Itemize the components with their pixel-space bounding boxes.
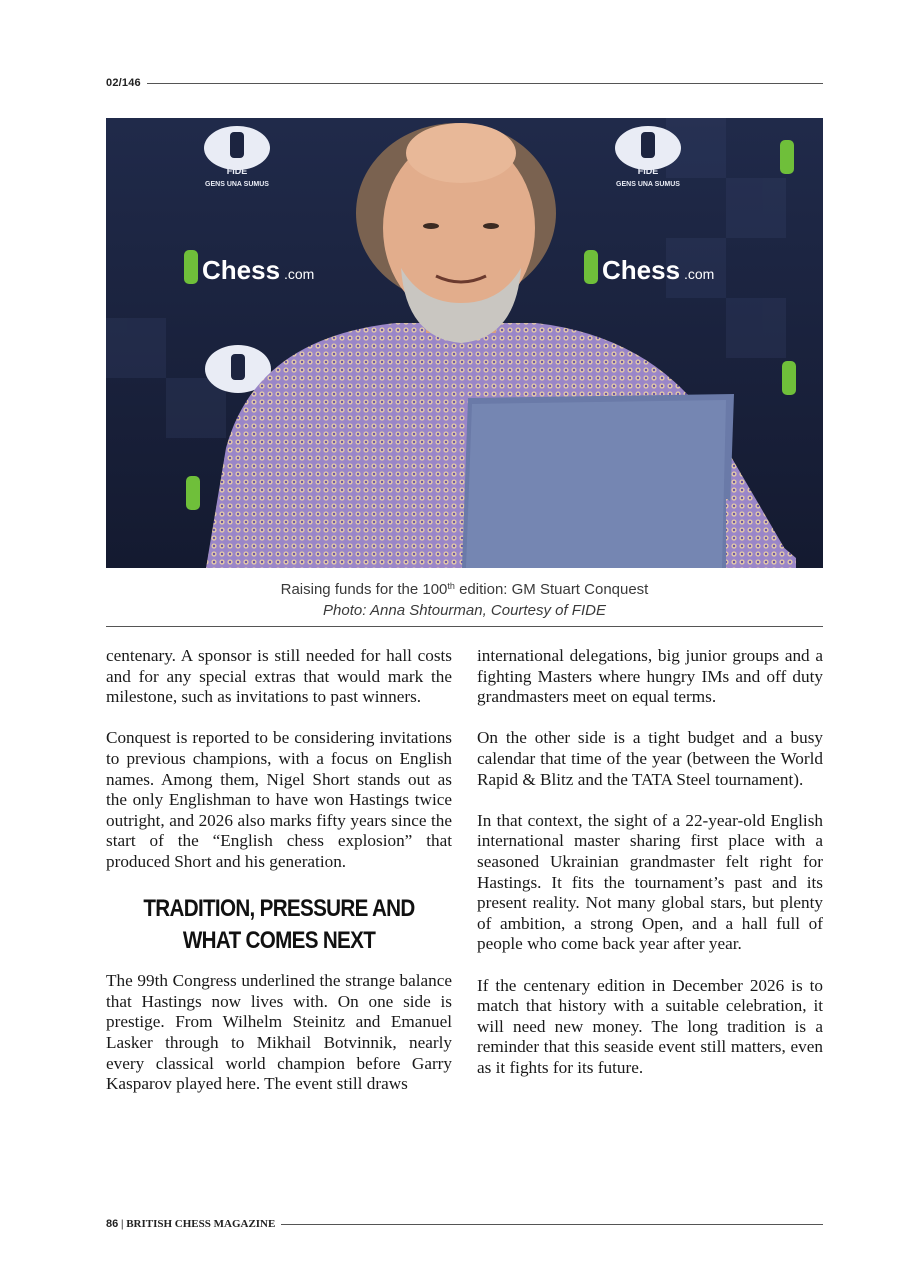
svg-text:Chess: Chess — [202, 255, 281, 285]
page-number: 86 — [106, 1218, 119, 1230]
caption-line: Raising funds for the 100th edition: GM Stuart Conquest — [280, 581, 649, 598]
svg-text:.com: .com — [284, 266, 315, 282]
svg-text:GENS UNA SUMUS: GENS UNA SUMUS — [616, 181, 680, 188]
svg-text:FIDE: FIDE — [226, 166, 248, 176]
footer-rule — [281, 1224, 823, 1225]
paragraph: In that context, the sight of a 22-year-old English international master sharing first place with a seasoned Ukrainian grandmaster felt right for Hastings. It fits the tournament’s past and its present reality. Not many global stars, but plenty of ambition, a strong Open, and a hall full of people who come back year after year. — [477, 810, 823, 954]
left-column — [106, 646, 452, 1115]
paragraph: On the other side is a tight budget and a busy calendar that time of the year (between the World Rapid & Blitz and the TATA Steel tournament). — [477, 728, 823, 789]
svg-text:GENS UNA SUMUS: GENS UNA SUMUS — [205, 181, 269, 188]
photo-caption — [106, 576, 823, 621]
caption-rule — [106, 626, 823, 627]
page-header — [106, 74, 823, 92]
paragraph: The 99th Congress underlined the strange balance that Hastings now lives with. On one side is prestige. From Wilhelm Steinitz and Emanuel Lasker through to Mikhail Botvinnik, nearly every classical world champion before Garry Kasparov played here. The event still draws — [106, 971, 452, 1094]
page-counter: 02/146 — [106, 77, 141, 89]
section-heading: TRADITION, PRESSURE AND WHAT COMES NEXT — [143, 895, 415, 955]
svg-text:Chess: Chess — [602, 255, 681, 285]
photo-credit: Photo: Anna Shtourman, Courtesy of FIDE — [323, 602, 606, 619]
paragraph: Conquest is reported to be considering invitations to previous champions, with a focus on English names. Among them, Nigel Short stands out as the only Englishman to have won Hastings twice outright, and 2026 also marks fifty years since the start of the “English chess explosion” that produced Short and his generation. — [106, 728, 452, 871]
header-rule — [147, 83, 823, 84]
paragraph: If the centenary edition in December 2026 is to match that history with a suitable celebration, it will need new money. The long tradition is a reminder that this seaside event still matters, even as it fights for its future. — [477, 975, 823, 1077]
page-footer — [106, 1216, 823, 1232]
paragraph: centenary. A sponsor is still needed for hall costs and for any special extras that would mark the milestone, such as invitations to past winners. — [106, 646, 452, 707]
right-column — [477, 646, 823, 1099]
magazine-name: BRITISH CHESS MAGAZINE — [126, 1218, 276, 1230]
svg-text:FIDE: FIDE — [637, 166, 659, 176]
svg-text:.com: .com — [684, 266, 715, 282]
paragraph: international delegations, big junior groups and a fighting Masters where hungry IMs and off duty grandmasters meet on equal terms. — [477, 646, 823, 707]
article-photo — [106, 118, 823, 568]
footer-label: 86 | BRITISH CHESS MAGAZINE — [106, 1218, 276, 1230]
